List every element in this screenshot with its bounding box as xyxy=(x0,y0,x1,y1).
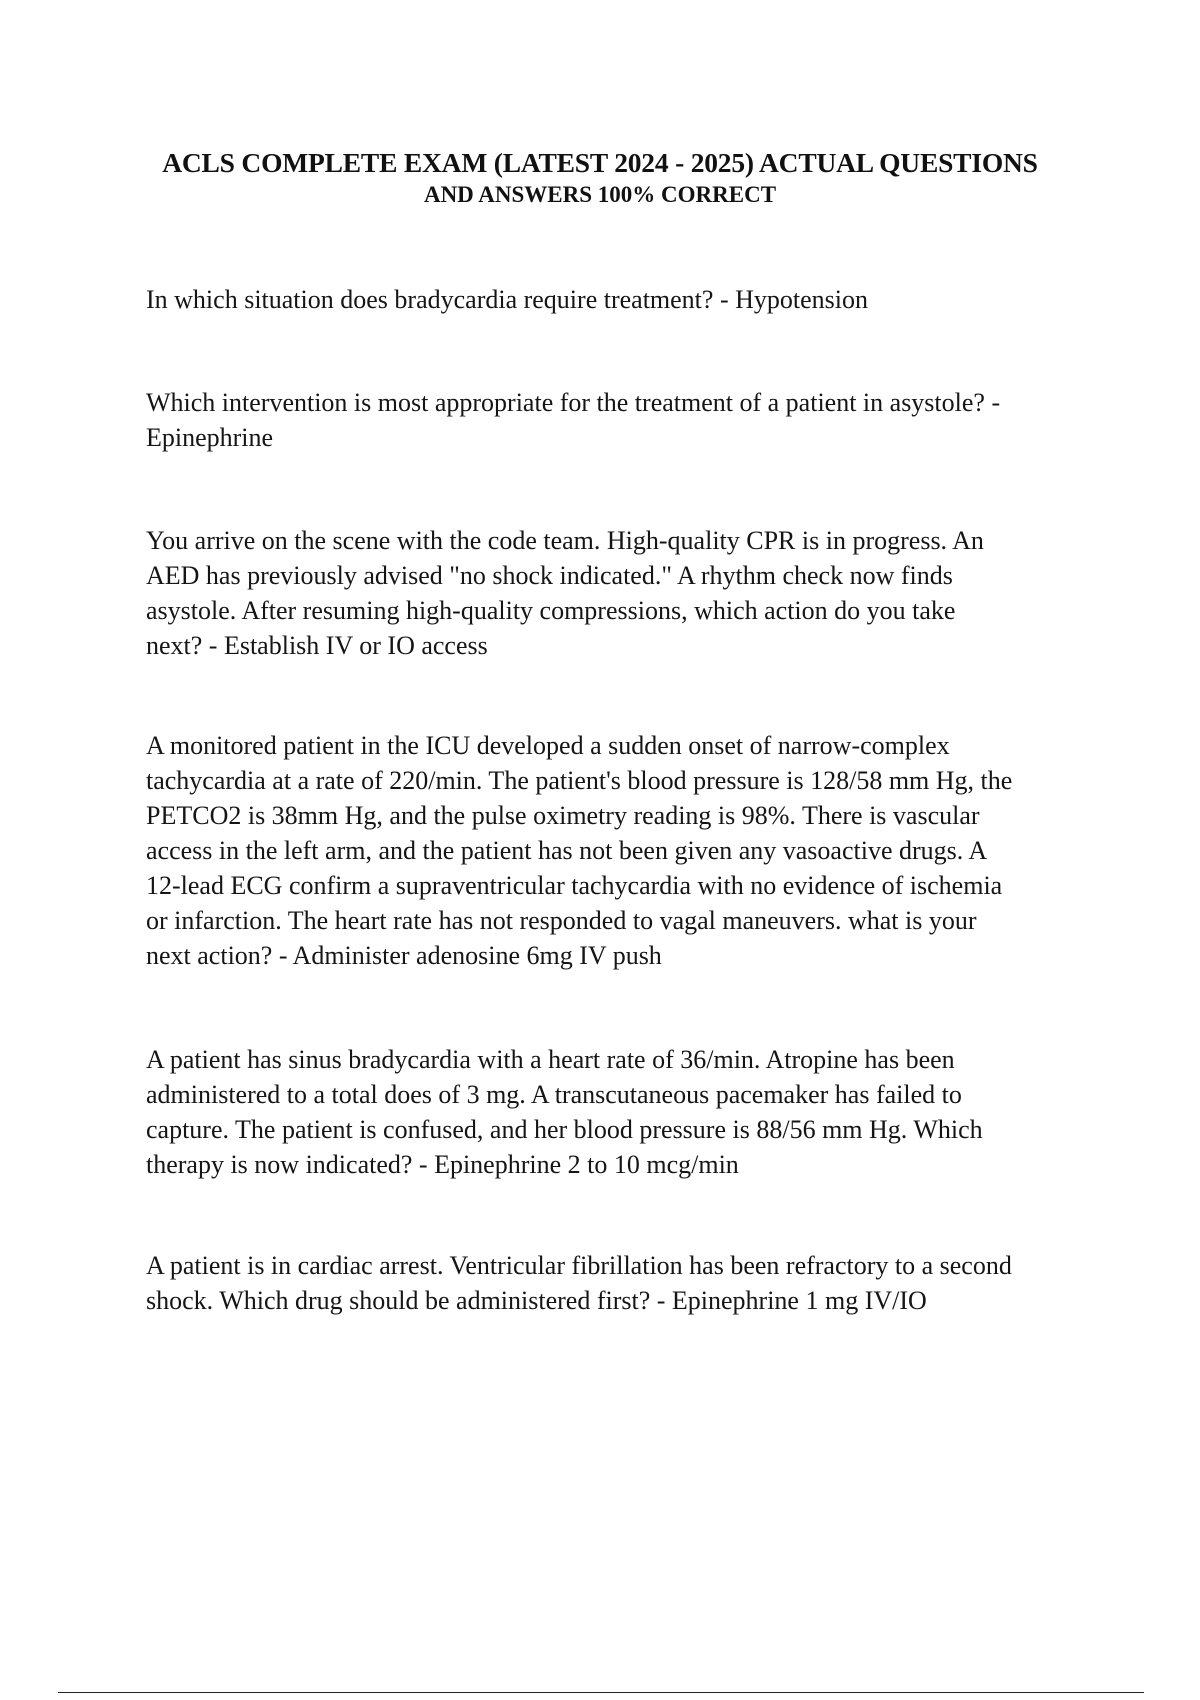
qa-line: PETCO2 is 38mm Hg, and the pulse oximetry reading is 98%. There is vascular xyxy=(146,801,980,830)
qa-line: You arrive on the scene with the code team. High-quality CPR is in progress. An xyxy=(146,526,984,555)
qa-line: tachycardia at a rate of 220/min. The patient's blood pressure is 128/58 mm Hg, the xyxy=(146,766,1013,795)
qa-line: asystole. After resuming high-quality compressions, which action do you take xyxy=(146,596,956,625)
qa-line: AED has previously advised "no shock indicated." A rhythm check now finds xyxy=(146,561,953,590)
qa-line: A patient has sinus bradycardia with a heart rate of 36/min. Atropine has been xyxy=(146,1045,955,1074)
qa-item-2 xyxy=(146,385,1106,455)
qa-line: A monitored patient in the ICU developed a sudden onset of narrow-complex xyxy=(146,731,950,760)
title-line-2: AND ANSWERS 100% CORRECT xyxy=(423,182,777,207)
qa-line: administered to a total does of 3 mg. A transcutaneous pacemaker has failed to xyxy=(146,1080,962,1109)
qa-item-5 xyxy=(146,1042,1106,1182)
qa-line: 12-lead ECG confirm a supraventricular tachycardia with no evidence of ischemia xyxy=(146,871,1003,900)
title-line-1: ACLS COMPLETE EXAM (LATEST 2024 - 2025) ACTUAL QUESTIONS xyxy=(162,147,1038,178)
qa-item-6 xyxy=(146,1248,1106,1318)
qa-line: Epinephrine xyxy=(146,423,274,452)
qa-line: next action? - Administer adenosine 6mg IV push xyxy=(146,941,662,970)
qa-item-4 xyxy=(146,728,1106,973)
qa-line: Which intervention is most appropriate for the treatment of a patient in asystole? - xyxy=(146,388,1001,417)
qa-line: In which situation does bradycardia require treatment? - Hypotension xyxy=(146,285,868,314)
footer-divider xyxy=(58,1692,1144,1693)
qa-line: capture. The patient is confused, and her blood pressure is 88/56 mm Hg. Which xyxy=(146,1115,983,1144)
qa-item-3 xyxy=(146,523,1106,663)
qa-line: shock. Which drug should be administered first? - Epinephrine 1 mg IV/IO xyxy=(146,1286,927,1315)
qa-line: next? - Establish IV or IO access xyxy=(146,631,488,660)
qa-item-1 xyxy=(146,282,1106,317)
qa-line: access in the left arm, and the patient has not been given any vasoactive drugs. A xyxy=(146,836,988,865)
qa-line: A patient is in cardiac arrest. Ventricular fibrillation has been refractory to a second xyxy=(146,1251,1012,1280)
document-title xyxy=(60,146,1140,210)
qa-line: therapy is now indicated? - Epinephrine 2 to 10 mcg/min xyxy=(146,1150,739,1179)
qa-line: or infarction. The heart rate has not responded to vagal maneuvers. what is your xyxy=(146,906,977,935)
